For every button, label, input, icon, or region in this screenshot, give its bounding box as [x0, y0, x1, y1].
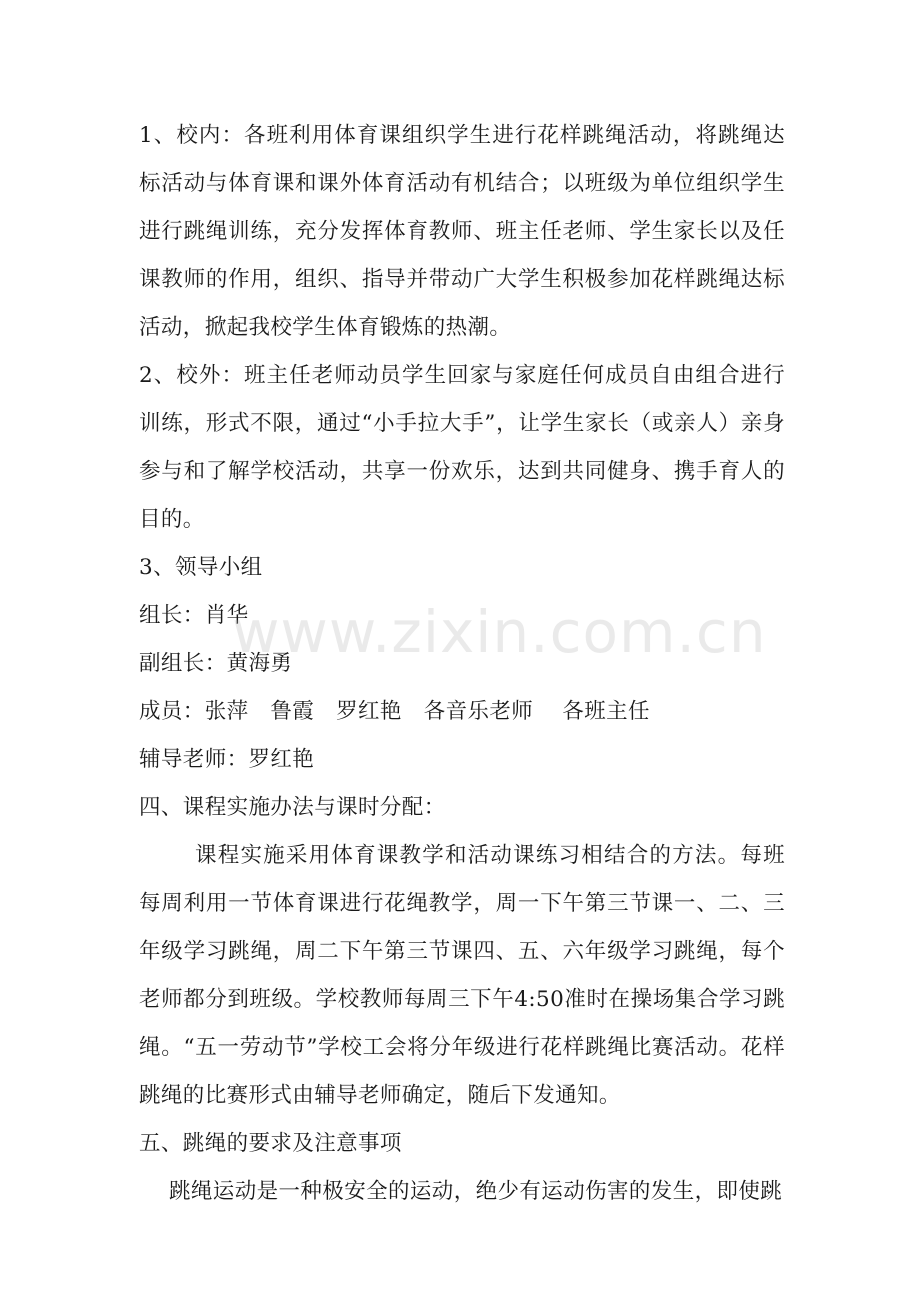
paragraph-campus-outside: 2、校外：班主任老师动员学生回家与家庭任何成员自由组合进行训练，形式不限，通过“小手拉大手”，让学生家长（或亲人）亲身参与和了解学校活动，共享一份欢乐，达到共同健身、携手育人的目的。 — [139, 363, 785, 532]
members-line: 成员：张萍 鲁霞 罗红艳 各音乐老师 各班主任 — [139, 699, 650, 724]
coach-teacher-line: 辅导老师：罗红艳 — [139, 747, 315, 772]
heading-course-implementation: 四、课程实施办法与课时分配： — [139, 795, 446, 820]
heading-leadership-group: 3、领导小组 — [139, 555, 263, 580]
watermark-text: www.zixin.com.cn — [232, 598, 767, 666]
paragraph-campus-inside: 1、校内：各班利用体育课组织学生进行花样跳绳活动，将跳绳达标活动与体育课和课外体育活动有机结合；以班级为单位组织学生进行跳绳训练，充分发挥体育教师、班主任老师、学生家长以及任课教师的作用，组织、指导并带动广大学生积极参加花样跳绳达标活动，掀起我校学生体育锻炼的热潮。 — [139, 123, 785, 340]
paragraph-course-implementation: 课程实施采用体育课教学和活动课练习相结合的方法。每班每周利用一节体育课进行花绳教学，周一下午第三节课一、二、三年级学习跳绳，周二下午第三节课四、五、六年级学习跳绳，每个老师都分到班级。学校教师每周三下午4:50准时在操场集合学习跳绳。“五一劳动节”学校工会将分年级进行花样跳绳比赛活动。花样跳绳的比赛形式由辅导老师确定，随后下发通知。 — [139, 843, 785, 1108]
deputy-leader-line: 副组长：黄海勇 — [139, 651, 293, 676]
paragraph-requirements: 跳绳运动是一种极安全的运动，绝少有运动伤害的发生，即使跳 — [169, 1179, 783, 1204]
document-body — [139, 112, 785, 1216]
heading-requirements: 五、跳绳的要求及注意事项 — [139, 1131, 402, 1156]
leader-line: 组长：肖华 — [139, 603, 249, 628]
